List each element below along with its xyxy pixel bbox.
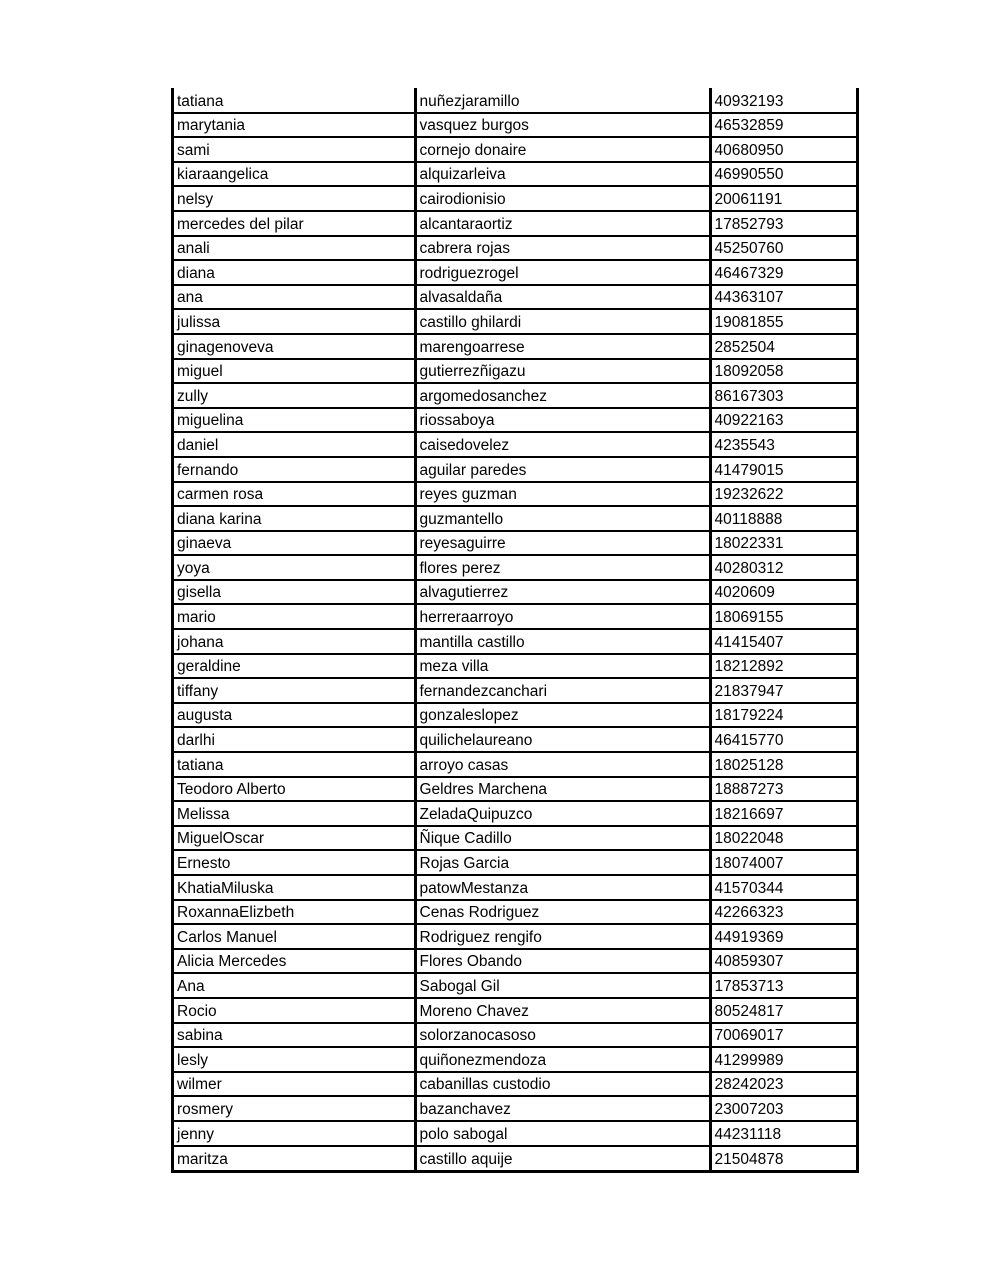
id-number-cell: 18887273 bbox=[710, 777, 856, 802]
first-name-cell: mercedes del pilar bbox=[174, 211, 415, 236]
id-number-cell: 2852504 bbox=[710, 334, 856, 359]
first-name-cell: marytania bbox=[174, 113, 415, 138]
last-name-cell: flores perez bbox=[415, 555, 710, 580]
table-row bbox=[174, 752, 856, 777]
last-name-cell: arroyo casas bbox=[415, 752, 710, 777]
id-number-cell: 18025128 bbox=[710, 752, 856, 777]
last-name-cell: reyesaguirre bbox=[415, 531, 710, 556]
last-name-cell: gonzaleslopez bbox=[415, 703, 710, 728]
table-row bbox=[174, 113, 856, 138]
table-row bbox=[174, 629, 856, 654]
id-number-cell: 42266323 bbox=[710, 900, 856, 925]
first-name-cell: wilmer bbox=[174, 1072, 415, 1097]
last-name-cell: Rodriguez rengifo bbox=[415, 924, 710, 949]
table-row bbox=[174, 88, 856, 113]
id-number-cell: 19081855 bbox=[710, 309, 856, 334]
first-name-cell: sabina bbox=[174, 1023, 415, 1048]
table-row bbox=[174, 703, 856, 728]
id-number-cell: 46415770 bbox=[710, 727, 856, 752]
first-name-cell: johana bbox=[174, 629, 415, 654]
table-row bbox=[174, 801, 856, 826]
table-row bbox=[174, 604, 856, 629]
first-name-cell: Rocio bbox=[174, 998, 415, 1023]
first-name-cell: Ernesto bbox=[174, 850, 415, 875]
table-row bbox=[174, 654, 856, 679]
id-number-cell: 23007203 bbox=[710, 1096, 856, 1121]
id-number-cell: 41415407 bbox=[710, 629, 856, 654]
table-row bbox=[174, 285, 856, 310]
id-number-cell: 17853713 bbox=[710, 973, 856, 998]
id-number-cell: 40280312 bbox=[710, 555, 856, 580]
id-number-cell: 40932193 bbox=[710, 88, 856, 113]
table-row bbox=[174, 850, 856, 875]
id-number-cell: 41570344 bbox=[710, 875, 856, 900]
id-number-cell: 21504878 bbox=[710, 1146, 856, 1171]
first-name-cell: Teodoro Alberto bbox=[174, 777, 415, 802]
table-row bbox=[174, 137, 856, 162]
first-name-cell: jenny bbox=[174, 1121, 415, 1146]
first-name-cell: yoya bbox=[174, 555, 415, 580]
table-row bbox=[174, 580, 856, 605]
first-name-cell: carmen rosa bbox=[174, 482, 415, 507]
id-number-cell: 86167303 bbox=[710, 383, 856, 408]
last-name-cell: cornejo donaire bbox=[415, 137, 710, 162]
first-name-cell: mario bbox=[174, 604, 415, 629]
last-name-cell: cairodionisio bbox=[415, 186, 710, 211]
first-name-cell: geraldine bbox=[174, 654, 415, 679]
table-row bbox=[174, 727, 856, 752]
table-row bbox=[174, 186, 856, 211]
first-name-cell: Ana bbox=[174, 973, 415, 998]
last-name-cell: riossaboya bbox=[415, 408, 710, 433]
id-number-cell: 46532859 bbox=[710, 113, 856, 138]
id-number-cell: 19232622 bbox=[710, 482, 856, 507]
table-row bbox=[174, 1023, 856, 1048]
first-name-cell: Alicia Mercedes bbox=[174, 949, 415, 974]
table-row bbox=[174, 678, 856, 703]
last-name-cell: alquizarleiva bbox=[415, 162, 710, 187]
first-name-cell: ana bbox=[174, 285, 415, 310]
id-number-cell: 40118888 bbox=[710, 506, 856, 531]
first-name-cell: augusta bbox=[174, 703, 415, 728]
table-row bbox=[174, 432, 856, 457]
first-name-cell: maritza bbox=[177, 1151, 228, 1169]
table-row bbox=[174, 482, 856, 507]
id-number-cell: 18179224 bbox=[710, 703, 856, 728]
id-number-cell: 17852793 bbox=[710, 211, 856, 236]
id-number-cell: 18212892 bbox=[710, 654, 856, 679]
table-row bbox=[174, 309, 856, 334]
first-name-cell: tatiana bbox=[174, 752, 415, 777]
table-row bbox=[174, 1096, 856, 1121]
last-name-cell: quilichelaureano bbox=[415, 727, 710, 752]
last-name-cell: mantilla castillo bbox=[415, 629, 710, 654]
id-number-cell: 18092058 bbox=[710, 359, 856, 384]
last-name-cell: rodriguezrogel bbox=[415, 260, 710, 285]
id-number-cell: 18216697 bbox=[710, 801, 856, 826]
last-name-cell: guzmantello bbox=[415, 506, 710, 531]
id-number-cell: 18074007 bbox=[710, 850, 856, 875]
id-number-cell: 4020609 bbox=[710, 580, 856, 605]
id-number-cell: 18069155 bbox=[710, 604, 856, 629]
last-name-cell: nuñezjaramillo bbox=[415, 88, 710, 113]
first-name-cell: Carlos Manuel bbox=[174, 924, 415, 949]
id-number-cell: 41479015 bbox=[710, 457, 856, 482]
first-name-cell: tatiana bbox=[174, 88, 415, 113]
table-row bbox=[174, 334, 856, 359]
first-name-cell: miguelina bbox=[174, 408, 415, 433]
last-name-cell: caisedovelez bbox=[415, 432, 710, 457]
table-row bbox=[174, 949, 856, 974]
first-name-cell: gisella bbox=[174, 580, 415, 605]
first-name-cell: KhatiaMiluska bbox=[174, 875, 415, 900]
first-name-cell: lesly bbox=[174, 1047, 415, 1072]
last-name-cell: gutierrezñigazu bbox=[415, 359, 710, 384]
last-name-cell: alvasaldaña bbox=[415, 285, 710, 310]
table-row bbox=[174, 506, 856, 531]
table-row bbox=[174, 211, 856, 236]
first-name-cell: daniel bbox=[174, 432, 415, 457]
table-row bbox=[174, 1121, 856, 1146]
id-number-cell: 44231118 bbox=[710, 1121, 856, 1146]
first-name-cell: miguel bbox=[174, 359, 415, 384]
last-name-cell: cabrera rojas bbox=[415, 236, 710, 261]
last-name-cell: Flores Obando bbox=[415, 949, 710, 974]
table-row bbox=[174, 383, 856, 408]
id-number-cell: 40859307 bbox=[710, 949, 856, 974]
last-name-cell: bazanchavez bbox=[415, 1096, 710, 1121]
first-name-cell: MiguelOscar bbox=[174, 826, 415, 851]
table-row bbox=[174, 998, 856, 1023]
last-name-cell: patowMestanza bbox=[415, 875, 710, 900]
id-number-cell: 41299989 bbox=[710, 1047, 856, 1072]
last-name-cell: herreraarroyo bbox=[415, 604, 710, 629]
last-name-cell: ZeladaQuipuzco bbox=[415, 801, 710, 826]
last-name-cell: castillo aquije bbox=[415, 1146, 710, 1171]
id-number-cell: 4235543 bbox=[710, 432, 856, 457]
id-number-cell: 70069017 bbox=[710, 1023, 856, 1048]
first-name-cell: ginagenoveva bbox=[174, 334, 415, 359]
id-number-cell: 45250760 bbox=[710, 236, 856, 261]
last-name-cell: alcantaraortiz bbox=[415, 211, 710, 236]
first-name-cell: RoxannaElizbeth bbox=[174, 900, 415, 925]
last-name-cell: Rojas Garcia bbox=[415, 850, 710, 875]
last-name-cell: fernandezcanchari bbox=[415, 678, 710, 703]
table-row bbox=[174, 777, 856, 802]
first-name-cell: kiaraangelica bbox=[174, 162, 415, 187]
table-row bbox=[174, 457, 856, 482]
last-name-cell: cabanillas custodio bbox=[415, 1072, 710, 1097]
first-name-cell: darlhi bbox=[174, 727, 415, 752]
table-row bbox=[174, 973, 856, 998]
table-body bbox=[174, 88, 856, 1170]
last-name-cell: argomedosanchez bbox=[415, 383, 710, 408]
last-name-cell: aguilar paredes bbox=[415, 457, 710, 482]
first-name-cell: sami bbox=[174, 137, 415, 162]
last-name-cell: solorzanocasoso bbox=[415, 1023, 710, 1048]
id-number-cell: 44363107 bbox=[710, 285, 856, 310]
table-row bbox=[174, 1146, 856, 1171]
spreadsheet-table bbox=[171, 88, 859, 1173]
last-name-cell: vasquez burgos bbox=[415, 113, 710, 138]
first-name-cell: ginaeva bbox=[174, 531, 415, 556]
table-row bbox=[174, 359, 856, 384]
id-number-cell: 18022331 bbox=[710, 531, 856, 556]
last-name-cell: reyes guzman bbox=[415, 482, 710, 507]
last-name-cell: Ñique Cadillo bbox=[415, 826, 710, 851]
last-name-cell: castillo ghilardi bbox=[415, 309, 710, 334]
table-row bbox=[174, 826, 856, 851]
records-table bbox=[174, 88, 856, 1170]
last-name-cell: Moreno Chavez bbox=[415, 998, 710, 1023]
first-name-cell: nelsy bbox=[174, 186, 415, 211]
id-number-cell: 46990550 bbox=[710, 162, 856, 187]
first-name-cell: rosmery bbox=[174, 1096, 415, 1121]
last-name-cell: alvagutierrez bbox=[415, 580, 710, 605]
table-row bbox=[174, 1047, 856, 1072]
table-row bbox=[174, 875, 856, 900]
table-row bbox=[174, 260, 856, 285]
first-name-cell: tiffany bbox=[174, 678, 415, 703]
first-name-cell: fernando bbox=[174, 457, 415, 482]
table-row bbox=[174, 408, 856, 433]
table-row bbox=[174, 900, 856, 925]
id-number-cell: 40922163 bbox=[710, 408, 856, 433]
table-row bbox=[174, 924, 856, 949]
first-name-cell: julissa bbox=[174, 309, 415, 334]
table-row bbox=[174, 555, 856, 580]
last-name-cell: polo sabogal bbox=[415, 1121, 710, 1146]
last-name-cell: marengoarrese bbox=[415, 334, 710, 359]
id-number-cell: 44919369 bbox=[710, 924, 856, 949]
first-name-cell: diana karina bbox=[174, 506, 415, 531]
table-row bbox=[174, 1072, 856, 1097]
table-row bbox=[174, 531, 856, 556]
last-name-cell: quiñonezmendoza bbox=[415, 1047, 710, 1072]
table-row bbox=[174, 162, 856, 187]
last-name-cell: Geldres Marchena bbox=[415, 777, 710, 802]
last-name-cell: Sabogal Gil bbox=[415, 973, 710, 998]
last-name-cell: meza villa bbox=[415, 654, 710, 679]
first-name-cell: Melissa bbox=[174, 801, 415, 826]
id-number-cell: 80524817 bbox=[710, 998, 856, 1023]
id-number-cell: 40680950 bbox=[710, 137, 856, 162]
id-number-cell: 18022048 bbox=[710, 826, 856, 851]
id-number-cell: 28242023 bbox=[710, 1072, 856, 1097]
first-name-cell: diana bbox=[174, 260, 415, 285]
first-name-cell: anali bbox=[174, 236, 415, 261]
id-number-cell: 20061191 bbox=[710, 186, 856, 211]
id-number-cell: 21837947 bbox=[710, 678, 856, 703]
table-row bbox=[174, 236, 856, 261]
id-number-cell: 46467329 bbox=[710, 260, 856, 285]
first-name-cell: zully bbox=[174, 383, 415, 408]
last-name-cell: Cenas Rodriguez bbox=[415, 900, 710, 925]
